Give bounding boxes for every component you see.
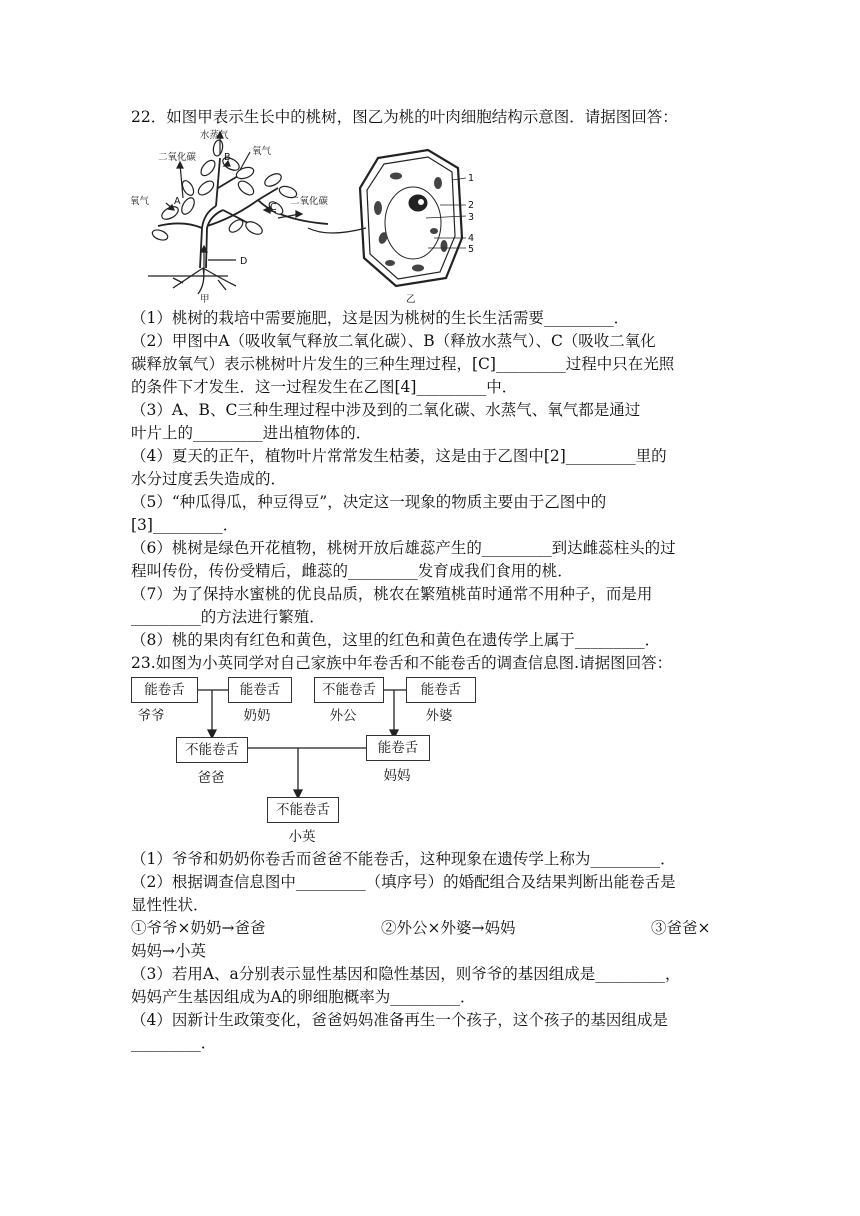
q23-line-5: （3）若用A、a分别表示显性基因和隐性基因，则爷爷的基因组成是_________， [131, 965, 681, 983]
label-co2-right: 二氧化碳 [290, 196, 329, 207]
q22-line-1: （1）桃树的栽培中需要施肥，这是因为桃树的生长生活需要_________． [131, 309, 630, 327]
pedigree-child-label: 小英 [288, 829, 316, 845]
q22-line-6: 叶片上的_________进出植物体的． [131, 424, 372, 442]
label-yi: 乙 [406, 294, 416, 305]
q22-line-9: （5）“种瓜得瓜，种豆得豆”，决定这一现象的物质主要由于乙图中的 [131, 493, 607, 511]
pedigree-waipo-label: 外婆 [425, 708, 453, 724]
q23-option-1: ①爷爷×奶奶→爸爸 [131, 919, 266, 937]
pedigree-dad-box: 不能卷舌 [176, 737, 248, 763]
q23-line-1: （1）爷爷和奶奶你卷舌而爸爸不能卷舌，这种现象在遗传学上称为_________． [131, 850, 676, 868]
label-D: D [240, 256, 248, 267]
pedigree-grandma-box: 能卷舌 [228, 677, 292, 703]
pedigree-grandpa-box: 能卷舌 [131, 677, 198, 703]
pedigree-waigong-box: 不能卷舌 [314, 677, 384, 703]
pedigree-grandpa-label: 爷爷 [137, 708, 165, 724]
label-cell-5: 5 [468, 244, 475, 255]
label-water-vapor: 水蒸气 [200, 130, 229, 141]
pedigree-mom-box: 能卷舌 [366, 735, 430, 761]
label-jia: 甲 [200, 294, 210, 305]
label-oxygen-left: 氧气 [130, 196, 150, 207]
tree-roots [148, 268, 236, 294]
label-cell-1: 1 [468, 173, 475, 184]
q22-line-7: （4）夏天的正午，植物叶片常常发生枯萎，这是由于乙图中[2]_________里的 [131, 447, 667, 465]
q23-line-6: 妈妈产生基因组成为A的卵细胞概率为_________． [131, 988, 476, 1006]
label-A: A [174, 196, 181, 207]
label-cell-2: 2 [468, 200, 475, 211]
q23-title: 23.如图为小英同学对自己家族中年卷舌和不能卷舌的调查信息图.请据图回答： [131, 654, 673, 672]
q22-line-11: （6）桃树是绿色开花植物，桃树开放后雄蕊产生的_________到达雌蕊柱头的过 [131, 539, 676, 557]
q22-line-10: [3]_________． [131, 516, 239, 534]
pedigree-waipo-box: 能卷舌 [406, 677, 476, 703]
pedigree-mom-label: 妈妈 [383, 768, 411, 784]
q22-line-14: _________的方法进行繁殖． [131, 608, 325, 626]
q23-line-8: _________． [131, 1034, 217, 1052]
q22-line-5: （3）A、B、C三种生理过程中涉及到的二氧化碳、水蒸气、氧气都是通过 [131, 401, 641, 419]
q22-line-13: （7）为了保持水蜜桃的优良品质，桃农在繁殖桃苗时通常不用种子，而是用 [131, 585, 653, 603]
q22-line-2: （2）甲图中A（吸收氧气释放二氧化碳）、B（释放水蒸气）、C（吸收二氧化 [131, 332, 656, 350]
pedigree-waigong-label: 外公 [329, 708, 357, 724]
q23-line-4: 妈妈→小英 [131, 942, 206, 960]
label-oxygen-top: 氧气 [252, 146, 272, 157]
q23-option-3: ③爸爸× [651, 919, 711, 937]
q22-line-3: 碳释放氧气）表示桃树叶片发生的三种生理过程，[C]_________过程中只在光照 [131, 355, 675, 373]
q22-line-15: （8）桃的果肉有红色和黄色，这里的红色和黄色在遗传学上属于_________． [131, 631, 661, 649]
label-co2-left: 二氧化碳 [158, 152, 197, 163]
q23-line-3: 显性性状． [131, 896, 209, 914]
q23-line-2: （2）根据调查信息图中_________（填序号）的婚配组合及结果判断出能卷舌是 [131, 873, 676, 891]
q22-title: 22．如图甲表示生长中的桃树，图乙为桃的叶肉细胞结构示意图．请据图回答： [131, 108, 678, 126]
pedigree-grandma-label: 奶奶 [243, 708, 271, 724]
q22-line-8: 水分过度丢失造成的． [131, 470, 287, 488]
leaf-cell-diagram [360, 150, 462, 286]
q22-line-4: 的条件下才发生．这一过程发生在乙图[4]_________中． [131, 378, 518, 396]
pedigree-child-box: 不能卷舌 [267, 797, 339, 823]
label-C: C [270, 202, 277, 213]
pedigree-dad-label: 爸爸 [197, 770, 225, 786]
label-cell-3: 3 [468, 212, 475, 223]
q23-option-2: ②外公×外婆→妈妈 [381, 919, 516, 937]
label-B: B [224, 152, 231, 163]
q22-line-12: 程叫传份，传份受精后，雌蕊的_________发育成我们食用的桃． [131, 562, 573, 580]
peach-tree-and-cell-figure [128, 128, 478, 306]
q23-line-7: （4）因新计生政策变化，爸爸妈妈准备再生一个孩子，这个孩子的基因组成是 [131, 1011, 668, 1029]
label-cell-4: 4 [468, 233, 475, 244]
